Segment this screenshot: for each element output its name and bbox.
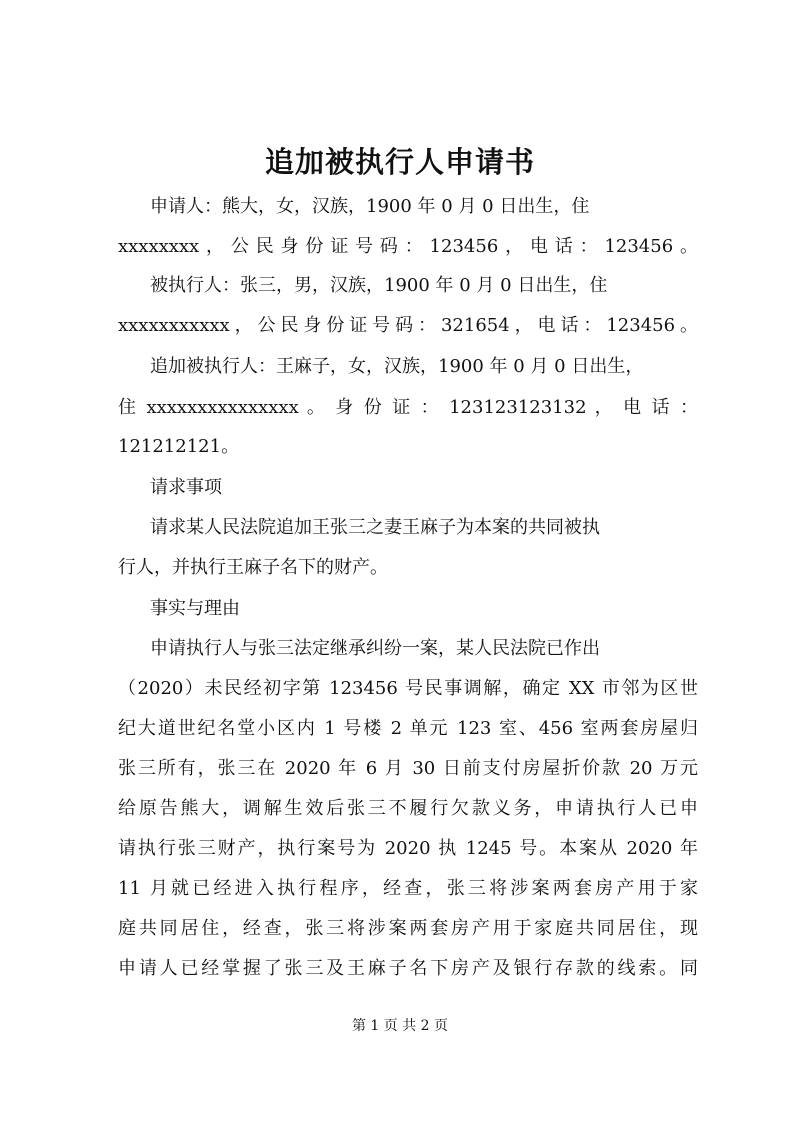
text-line: 给原告熊大，调解生效后张三不履行欠款义务，申请执行人已申 <box>118 798 698 819</box>
text-line: 请求某人民法院追加王张三之妻王麻子为本案的共同被执 <box>150 517 600 538</box>
text-line: 申请执行人与张三法定继承纠纷一案，某人民法院已作出 <box>150 638 600 659</box>
text-line: 11 月就已经进入执行程序，经查，张三将涉案两套房产用于家 <box>118 878 698 899</box>
page-indicator: 第 1 页 共 2 页 <box>351 1018 449 1034</box>
text-line: 住 xxxxxxxxxxxxxxx 。 身 份 证 ： 123123123132 ， 电 话 ： <box>118 397 698 418</box>
text-line: 申请人：熊大，女，汉族，1900 年 0 月 0 日出生，住 <box>150 196 590 217</box>
section-heading-requests: 请求事项 <box>150 477 222 498</box>
text-line: 追加被执行人：王麻子，女，汉族，1900 年 0 月 0 日出生， <box>150 356 644 377</box>
text-line: 行人，并执行王麻子名下的财产。 <box>118 557 388 578</box>
section-heading-facts: 事实与理由 <box>150 598 240 619</box>
text-line: 请执行张三财产，执行案号为 2020 执 1245 号。本案从 2020 年 <box>118 838 698 859</box>
text-line: 被执行人：张三，男，汉族，1900 年 0 月 0 日出生，住 <box>150 275 608 296</box>
text-line: 121212121。 <box>118 436 240 457</box>
text-line: 申请人已经掌握了张三及王麻子名下房产及银行存款的线索。同 <box>118 958 698 979</box>
text-line: 张三所有，张三在 2020 年 6 月 30 日前支付房屋折价款 20 万元 <box>118 758 698 779</box>
text-line: 庭共同居住，经查，张三将涉案两套房产用于家庭共同居住，现 <box>118 918 698 939</box>
text-line: xxxxxxxx，公民身份证号码：123456，电话：123456。 <box>118 236 698 257</box>
text-line: （2020）未民经初字第 123456 号民事调解，确定 XX 市邻为区世 <box>118 678 698 699</box>
text-line: 纪大道世纪名堂小区内 1 号楼 2 单元 123 室、456 室两套房屋归 <box>118 718 698 739</box>
text-line: xxxxxxxxxxx，公民身份证号码：321654，电话：123456。 <box>118 315 698 336</box>
document-title: 追加被执行人申请书 <box>264 145 535 179</box>
